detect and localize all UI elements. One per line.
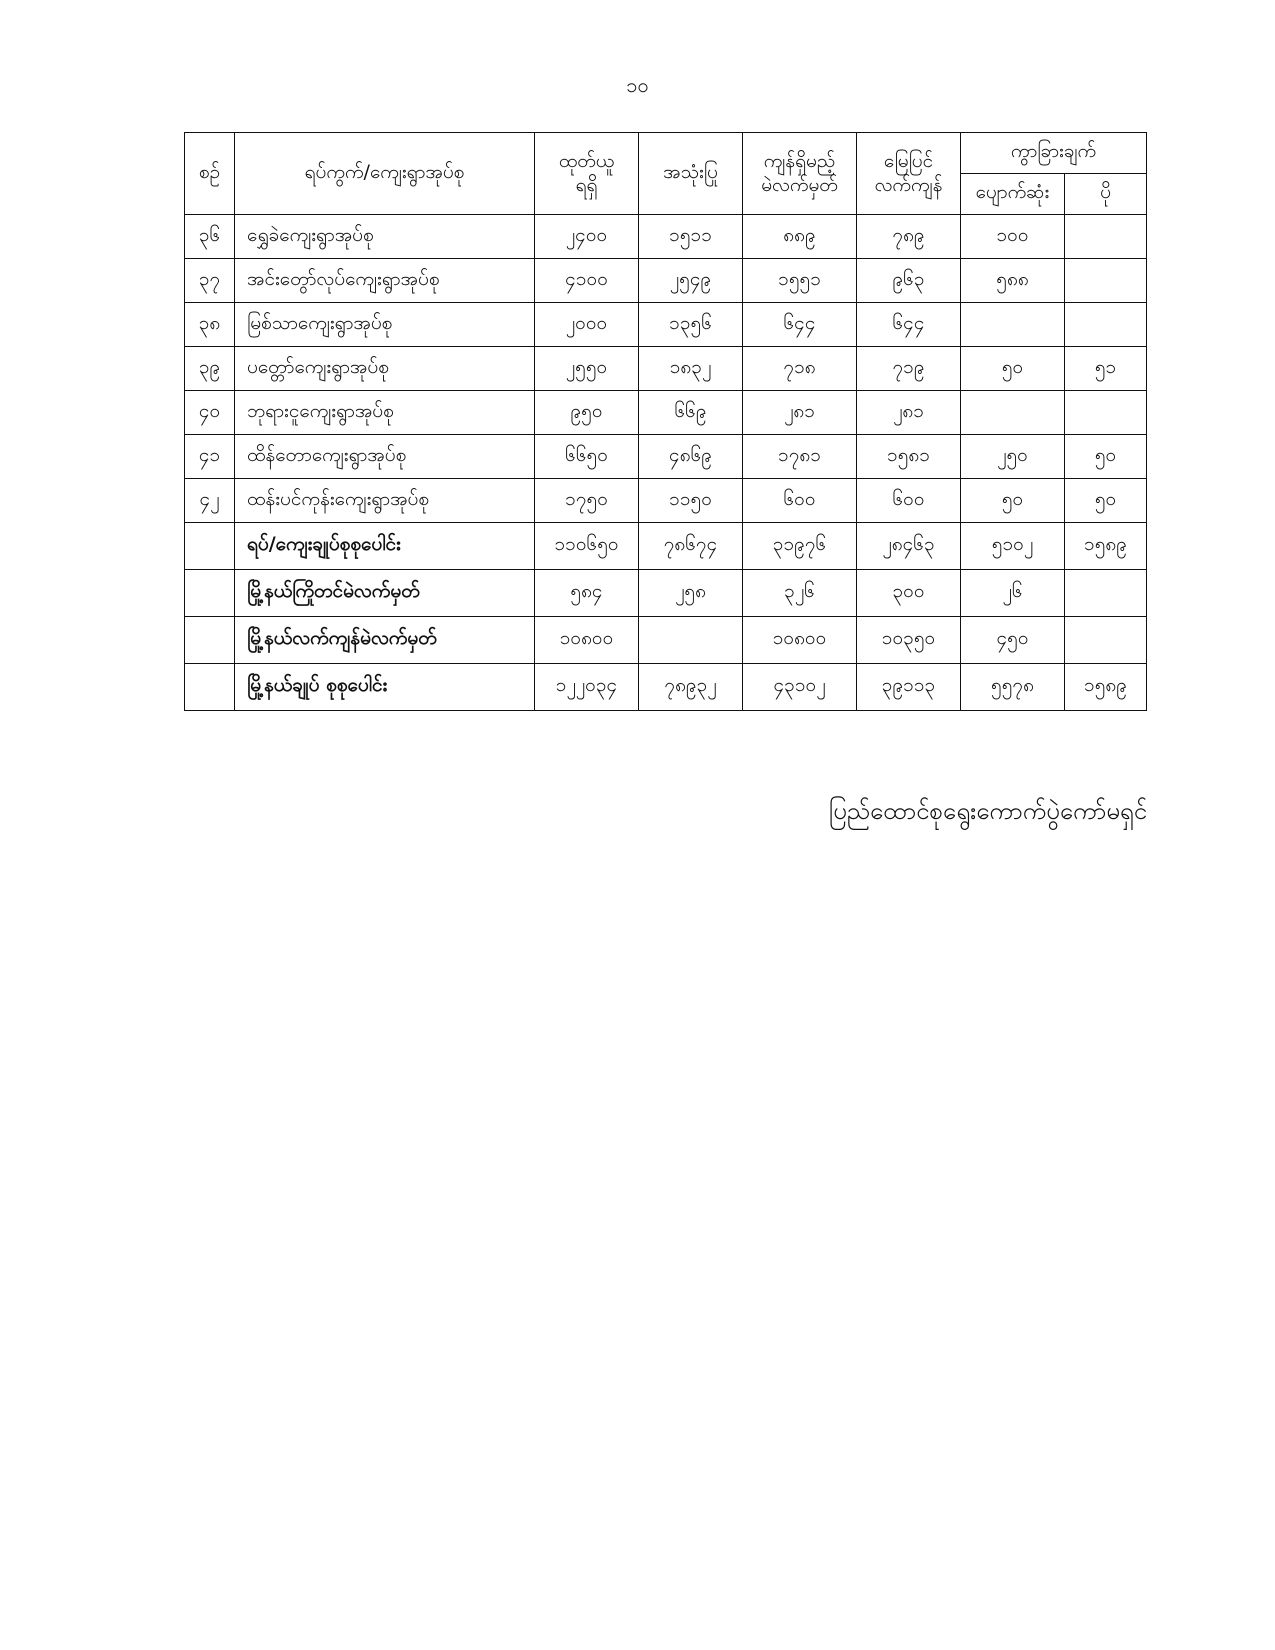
cell-no: ၃၈ bbox=[185, 303, 235, 347]
cell-ground: ၉၆၃ bbox=[857, 259, 961, 303]
cell-ground: ၃၀၀ bbox=[857, 570, 961, 617]
cell-received: ၂၀၀၀ bbox=[535, 303, 639, 347]
cell-lost: ၅၅၇၈ bbox=[961, 664, 1065, 711]
cell-ground: ၇၁၉ bbox=[857, 347, 961, 391]
cell-no: ၃၇ bbox=[185, 259, 235, 303]
cell-received: ၄၁၀၀ bbox=[535, 259, 639, 303]
cell-received: ၂၅၅၀ bbox=[535, 347, 639, 391]
cell-remaining: ၃၂၆ bbox=[743, 570, 857, 617]
total-row bbox=[185, 570, 1147, 617]
cell-name: မြစ်သာကျေးရွာအုပ်စု bbox=[235, 303, 535, 347]
table-row bbox=[185, 347, 1147, 391]
header-difference: ကွာခြားချက် bbox=[961, 133, 1147, 174]
header-lost: ပျောက်ဆုံး bbox=[961, 174, 1065, 215]
cell-excess bbox=[1065, 215, 1147, 259]
cell-no-empty bbox=[185, 617, 235, 664]
total-row bbox=[185, 664, 1147, 711]
header-received bbox=[535, 133, 639, 215]
cell-used: ၇၈၆၇၄ bbox=[639, 523, 743, 570]
cell-remaining: ၆၄၄ bbox=[743, 303, 857, 347]
cell-name: ထန်းပင်ကုန်းကျေးရွာအုပ်စု bbox=[235, 479, 535, 523]
cell-ground: ၆၀၀ bbox=[857, 479, 961, 523]
cell-name: မြို့နယ်လက်ကျန်မဲလက်မှတ် bbox=[235, 617, 535, 664]
cell-no-empty bbox=[185, 664, 235, 711]
cell-remaining: ၁၇၈၁ bbox=[743, 435, 857, 479]
cell-no: ၃၉ bbox=[185, 347, 235, 391]
cell-received: ၁၁၀၆၅၀ bbox=[535, 523, 639, 570]
cell-excess bbox=[1065, 570, 1147, 617]
header-ground-balance bbox=[857, 133, 961, 215]
cell-received: ၆၆၅၀ bbox=[535, 435, 639, 479]
header-ground-line1: မြေပြင် bbox=[883, 149, 934, 172]
cell-remaining: ၂၈၁ bbox=[743, 391, 857, 435]
cell-excess: ၅၁ bbox=[1065, 347, 1147, 391]
cell-lost: ၂၅၀ bbox=[961, 435, 1065, 479]
cell-lost: ၂၆ bbox=[961, 570, 1065, 617]
cell-name: ရွှေခဲကျေးရွာအုပ်စု bbox=[235, 215, 535, 259]
cell-name: ရပ်/ကျေးချုပ်စုစုပေါင်း bbox=[235, 523, 535, 570]
cell-name: အင်းတွော်လုပ်ကျေးရွာအုပ်စု bbox=[235, 259, 535, 303]
cell-used: ၁၁၅၀ bbox=[639, 479, 743, 523]
cell-excess: ၅၀ bbox=[1065, 435, 1147, 479]
ballot-summary-table bbox=[184, 132, 1147, 711]
cell-remaining: ၄၃၁၀၂ bbox=[743, 664, 857, 711]
cell-ground: ၂၈၁ bbox=[857, 391, 961, 435]
cell-lost: ၅၀ bbox=[961, 479, 1065, 523]
cell-excess: ၅၀ bbox=[1065, 479, 1147, 523]
cell-no: ၃၆ bbox=[185, 215, 235, 259]
header-used: အသုံးပြု bbox=[639, 133, 743, 215]
header-remaining-line2: မဲလက်မှတ် bbox=[761, 173, 838, 196]
cell-used: ၁၅၁၁ bbox=[639, 215, 743, 259]
page-number: ၁၀ bbox=[626, 73, 649, 97]
cell-name: ထိန်တောကျေးရွာအုပ်စု bbox=[235, 435, 535, 479]
header-received-line2: ရရှိ bbox=[575, 173, 598, 196]
cell-name: ပတ္တော်ကျေးရွာအုပ်စု bbox=[235, 347, 535, 391]
cell-used bbox=[639, 617, 743, 664]
cell-received: ၁၀၈၀၀ bbox=[535, 617, 639, 664]
cell-excess bbox=[1065, 303, 1147, 347]
cell-used: ၆၆၉ bbox=[639, 391, 743, 435]
cell-lost bbox=[961, 303, 1065, 347]
cell-ground: ၆၄၄ bbox=[857, 303, 961, 347]
cell-name: မြို့နယ်ကြိုတင်မဲလက်မှတ် bbox=[235, 570, 535, 617]
cell-remaining: ၁၅၅၁ bbox=[743, 259, 857, 303]
cell-no-empty bbox=[185, 523, 235, 570]
cell-name: ဘုရားငူကျေးရွာအုပ်စု bbox=[235, 391, 535, 435]
header-no: စဉ် bbox=[185, 133, 235, 215]
cell-received: ၁၇၅၀ bbox=[535, 479, 639, 523]
cell-ground: ၂၈၄၆၃ bbox=[857, 523, 961, 570]
cell-remaining: ၃၁၉၇၆ bbox=[743, 523, 857, 570]
cell-lost bbox=[961, 391, 1065, 435]
cell-lost: ၅၈၈ bbox=[961, 259, 1065, 303]
table-row bbox=[185, 215, 1147, 259]
table-row bbox=[185, 303, 1147, 347]
cell-used: ၁၃၅၆ bbox=[639, 303, 743, 347]
cell-remaining: ၈၈၉ bbox=[743, 215, 857, 259]
cell-remaining: ၁၀၈၀၀ bbox=[743, 617, 857, 664]
cell-excess bbox=[1065, 259, 1147, 303]
total-row bbox=[185, 523, 1147, 570]
cell-remaining: ၇၁၈ bbox=[743, 347, 857, 391]
cell-ground: ၇၈၉ bbox=[857, 215, 961, 259]
table-row bbox=[185, 259, 1147, 303]
cell-used: ၁၈၃၂ bbox=[639, 347, 743, 391]
cell-name: မြို့နယ်ချုပ် စုစုပေါင်း bbox=[235, 664, 535, 711]
cell-used: ၂၅၄၉ bbox=[639, 259, 743, 303]
cell-no: ၄၀ bbox=[185, 391, 235, 435]
cell-used: ၂၅၈ bbox=[639, 570, 743, 617]
cell-no-empty bbox=[185, 570, 235, 617]
cell-excess bbox=[1065, 617, 1147, 664]
total-row bbox=[185, 617, 1147, 664]
cell-excess: ၁၅၈၉ bbox=[1065, 664, 1147, 711]
cell-used: ၇၈၉၃၂ bbox=[639, 664, 743, 711]
cell-lost: ၅၀ bbox=[961, 347, 1065, 391]
cell-excess: ၁၅၈၉ bbox=[1065, 523, 1147, 570]
signature-commission: ပြည်ထောင်စုရွေးကောက်ပွဲကော်မရှင် bbox=[829, 797, 1147, 825]
cell-ground: ၃၉၁၁၃ bbox=[857, 664, 961, 711]
cell-no: ၄၁ bbox=[185, 435, 235, 479]
cell-lost: ၅၁၀၂ bbox=[961, 523, 1065, 570]
cell-remaining: ၆၀၀ bbox=[743, 479, 857, 523]
header-ground-line2: လက်ကျန် bbox=[874, 173, 943, 196]
header-remaining bbox=[743, 133, 857, 215]
table-row bbox=[185, 391, 1147, 435]
cell-lost: ၁၀၀ bbox=[961, 215, 1065, 259]
cell-received: ၂၄၀၀ bbox=[535, 215, 639, 259]
header-remaining-line1: ကျန်ရှိမည့် bbox=[763, 149, 836, 172]
cell-used: ၄၈၆၉ bbox=[639, 435, 743, 479]
cell-ground: ၁၀၃၅၀ bbox=[857, 617, 961, 664]
cell-received: ၉၅၀ bbox=[535, 391, 639, 435]
cell-received: ၅၈၄ bbox=[535, 570, 639, 617]
table-row bbox=[185, 479, 1147, 523]
cell-no: ၄၂ bbox=[185, 479, 235, 523]
table-row bbox=[185, 435, 1147, 479]
cell-lost: ၄၅၀ bbox=[961, 617, 1065, 664]
header-received-line1: ထုတ်ယူ bbox=[558, 149, 615, 172]
cell-excess bbox=[1065, 391, 1147, 435]
header-excess: ပို bbox=[1065, 174, 1147, 215]
cell-received: ၁၂၂၀၃၄ bbox=[535, 664, 639, 711]
header-name: ရပ်ကွက်/ကျေးရွာအုပ်စု bbox=[235, 133, 535, 215]
cell-ground: ၁၅၈၁ bbox=[857, 435, 961, 479]
